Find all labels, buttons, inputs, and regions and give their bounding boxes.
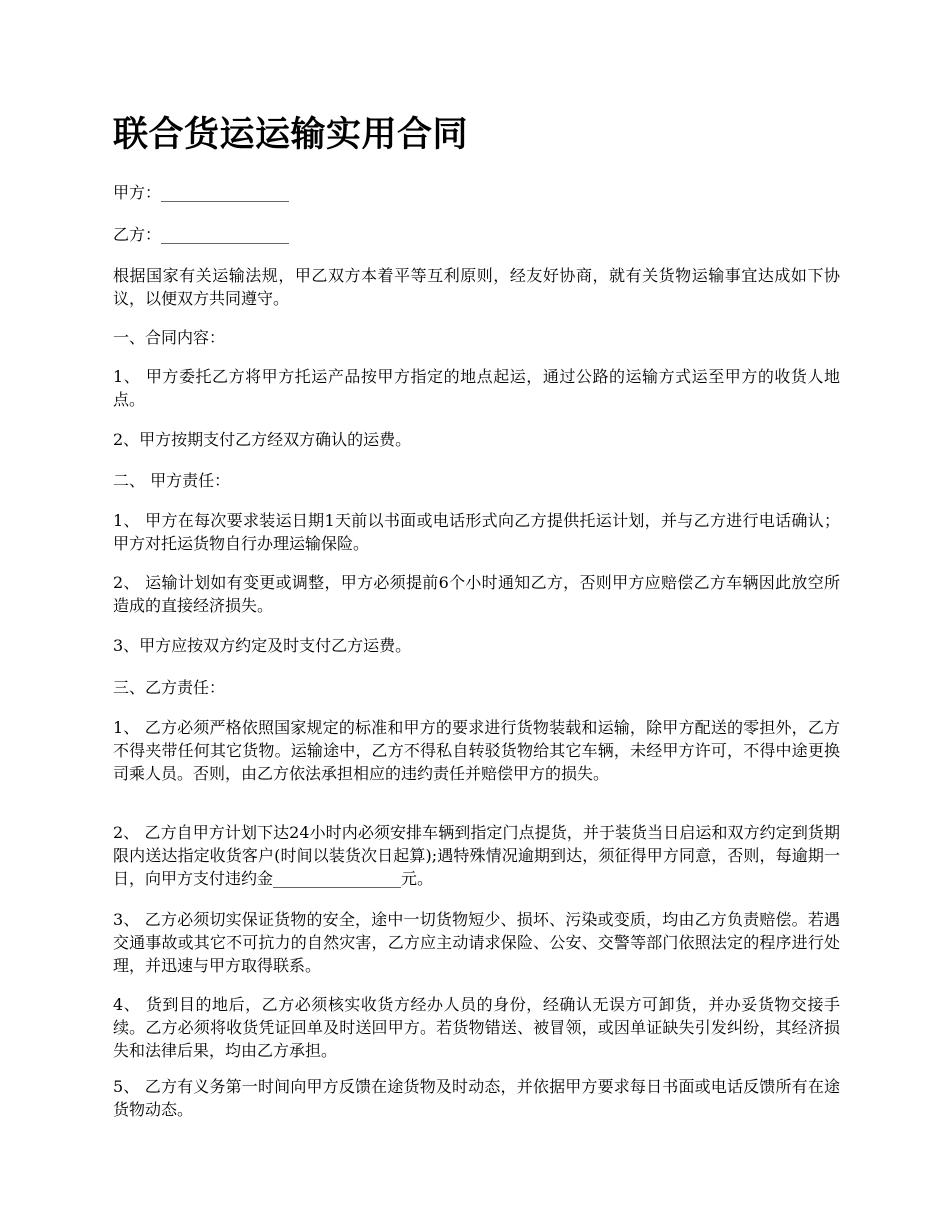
clause-paragraph: 3、甲方应按双方约定及时支付乙方运费。 — [113, 636, 412, 655]
document-title: 联合货运运输实用合同 — [113, 114, 469, 155]
section-heading-party-a-duties: 二、 甲方责任： — [113, 471, 231, 490]
clause-paragraph: 3、 乙方必须切实保证货物的安全，途中一切货物短少、损坏、污染或变质，均由乙方负责赔偿。若遇交通事故或其它不可抗力的自然灾害，乙方应主动请求保险、公安、交警等部门依照法定的程序进行处理，并迅速与甲方取得联系。 — [113, 910, 840, 975]
clause-paragraph: 2、 乙方自甲方计划下达24小时内必须安排车辆到指定门点提货，并于装货当日启运和双方约定到货期限内送达指定收货客户(时间以装货次日起算);遇特殊情况逾期到达，须征得甲方同意，否则，每逾期一日，向甲方支付违约金________________元。 — [113, 823, 840, 888]
clause-paragraph: 2、 运输计划如有变更或调整，甲方必须提前6个小时通知乙方，否则甲方应赔偿乙方车辆因此放空所造成的直接经济损失。 — [113, 573, 840, 615]
party-b-line: 乙方：________________ — [113, 225, 290, 244]
clause-paragraph: 2、甲方按期支付乙方经双方确认的运费。 — [113, 430, 412, 449]
clause-paragraph: 1、 乙方必须严格依照国家规定的标准和甲方的要求进行货物装载和运输，除甲方配送的零担外，乙方不得夹带任何其它货物。运输途中，乙方不得私自转驳货物给其它车辆，未经甲方许可，不得中途更换司乘人员。否则，由乙方依法承担相应的违约责任并赔偿甲方的损失。 — [113, 718, 840, 783]
clause-paragraph: 4、 货到目的地后，乙方必须核实收货方经办人员的身份，经确认无误方可卸货，并办妥货物交接手续。乙方必须将收货凭证回单及时送回甲方。若货物错送、被冒领，或因单证缺失引发纠纷，其经济损失和法律后果，均由乙方承担。 — [113, 995, 840, 1060]
section-heading-party-b-duties: 三、乙方责任： — [113, 678, 226, 697]
section-heading-contract-content: 一、合同内容： — [113, 328, 226, 347]
preamble-paragraph: 根据国家有关运输法规，甲乙双方本着平等互利原则，经友好协商，就有关货物运输事宜达成如下协议，以便双方共同遵守。 — [113, 266, 840, 308]
clause-paragraph: 5、 乙方有义务第一时间向甲方反馈在途货物及时动态，并依据甲方要求每日书面或电话反馈所有在途货物动态。 — [113, 1077, 840, 1119]
clause-paragraph: 1、 甲方在每次要求装运日期1天前以书面或电话形式向乙方提供托运计划，并与乙方进行电话确认；甲方对托运货物自行办理运输保险。 — [113, 511, 840, 553]
party-a-line: 甲方：________________ — [113, 183, 290, 202]
clause-paragraph: 1、 甲方委托乙方将甲方托运产品按甲方指定的地点起运，通过公路的运输方式运至甲方的收货人地点。 — [113, 367, 840, 409]
